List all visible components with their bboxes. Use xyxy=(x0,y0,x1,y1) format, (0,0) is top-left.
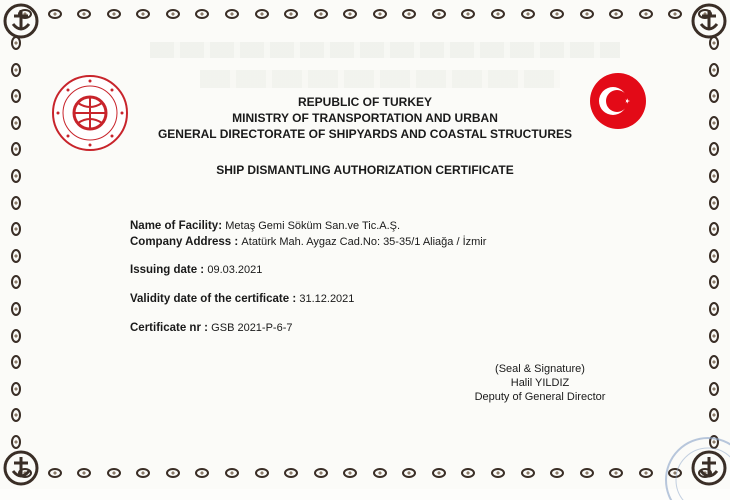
field-label: Name of Facility: xyxy=(130,220,223,232)
chain-link xyxy=(166,9,180,19)
chain-link xyxy=(11,382,21,396)
chain-link xyxy=(709,329,719,343)
signatory-name: Halil YILDIZ xyxy=(510,377,570,389)
field-label: Company Address : xyxy=(130,236,239,248)
chain-border-left xyxy=(6,36,26,449)
chain-link xyxy=(11,355,21,369)
chain-link xyxy=(709,142,719,156)
chain-link xyxy=(609,468,623,478)
chain-link xyxy=(314,468,328,478)
issuer-header xyxy=(150,94,580,142)
chain-link xyxy=(255,9,269,19)
chain-link xyxy=(225,9,239,19)
anchor-icon xyxy=(2,2,40,40)
field-label: Validity date of the certificate : xyxy=(130,293,297,305)
chain-link xyxy=(225,468,239,478)
signatory-role: Deputy of General Director xyxy=(474,391,606,403)
chain-link xyxy=(373,9,387,19)
chain-link xyxy=(491,9,505,19)
field-value: GSB 2021-P-6-7 xyxy=(211,322,293,334)
chain-link xyxy=(77,468,91,478)
field-label: Issuing date : xyxy=(130,264,205,276)
chain-link xyxy=(709,275,719,289)
chain-link xyxy=(402,9,416,19)
chain-link xyxy=(11,302,21,316)
chain-link xyxy=(11,142,21,156)
chain-link xyxy=(550,468,564,478)
stamp-icon xyxy=(648,430,730,500)
field-label: Certificate nr : xyxy=(130,322,208,334)
chain-link xyxy=(609,9,623,19)
header-line: MINISTRY OF TRANSPORTATION AND URBAN xyxy=(232,111,498,125)
chain-link xyxy=(343,468,357,478)
certificate-title: SHIP DISMANTLING AUTHORIZATION CERTIFICATE xyxy=(216,163,514,177)
chain-link xyxy=(639,9,653,19)
chain-link xyxy=(48,9,62,19)
chain-link xyxy=(432,9,446,19)
chain-link xyxy=(709,249,719,263)
chain-link xyxy=(11,408,21,422)
chain-link xyxy=(373,468,387,478)
chain-link xyxy=(580,468,594,478)
chain-link xyxy=(709,302,719,316)
anchor-icon xyxy=(690,2,728,40)
validity-date-field xyxy=(130,293,354,305)
chain-link xyxy=(461,468,475,478)
issuing-date-field xyxy=(130,264,262,276)
ministry-seal-icon xyxy=(50,73,130,153)
header-line: GENERAL DIRECTORATE OF SHIPYARDS AND COASTAL STRUCTURES xyxy=(157,127,573,141)
chain-link xyxy=(77,9,91,19)
field-value: 31.12.2021 xyxy=(299,293,355,305)
seal-note: (Seal & Signature) xyxy=(495,363,585,375)
chain-link xyxy=(314,9,328,19)
chain-border-bottom xyxy=(18,463,712,483)
field-value: 09.03.2021 xyxy=(207,264,263,276)
chain-link xyxy=(461,9,475,19)
chain-link xyxy=(11,89,21,103)
anchor-icon xyxy=(2,449,40,487)
chain-link xyxy=(11,63,21,77)
chain-link xyxy=(709,382,719,396)
watermark-band xyxy=(200,70,560,88)
chain-link xyxy=(11,275,21,289)
chain-link xyxy=(432,468,446,478)
certificate-number-field xyxy=(130,322,293,334)
chain-link xyxy=(11,222,21,236)
chain-border-right xyxy=(704,36,724,449)
field-value: Metaş Gemi Söküm San.ve Tic.A.Ş. xyxy=(225,220,401,232)
chain-link xyxy=(11,329,21,343)
chain-link xyxy=(136,9,150,19)
chain-link xyxy=(255,468,269,478)
chain-border-top xyxy=(18,4,712,24)
chain-link xyxy=(11,116,21,130)
field-value: Atatürk Mah. Aygaz Cad.No: 35-35/1 Aliağa / İzmir xyxy=(241,236,487,248)
chain-link xyxy=(11,169,21,183)
chain-link xyxy=(343,9,357,19)
chain-link xyxy=(284,468,298,478)
chain-link xyxy=(709,89,719,103)
chain-link xyxy=(11,435,21,449)
chain-link xyxy=(709,196,719,210)
turkey-flag-icon xyxy=(589,72,647,130)
chain-link xyxy=(521,468,535,478)
chain-link xyxy=(491,468,505,478)
address-field xyxy=(130,236,486,248)
chain-link xyxy=(709,355,719,369)
signature-block xyxy=(440,362,640,404)
watermark-band xyxy=(150,42,620,58)
chain-link xyxy=(195,468,209,478)
chain-link xyxy=(709,63,719,77)
chain-link xyxy=(709,116,719,130)
header-line: REPUBLIC OF TURKEY xyxy=(297,95,432,109)
facility-field xyxy=(130,220,400,232)
chain-link xyxy=(402,468,416,478)
chain-link xyxy=(107,9,121,19)
chain-link xyxy=(48,468,62,478)
chain-link xyxy=(136,468,150,478)
chain-link xyxy=(11,196,21,210)
chain-link xyxy=(107,468,121,478)
chain-link xyxy=(284,9,298,19)
chain-link xyxy=(580,9,594,19)
chain-link xyxy=(11,249,21,263)
chain-link xyxy=(709,169,719,183)
chain-link xyxy=(521,9,535,19)
chain-link xyxy=(709,408,719,422)
chain-link xyxy=(550,9,564,19)
chain-link xyxy=(668,9,682,19)
chain-link xyxy=(166,468,180,478)
chain-link xyxy=(195,9,209,19)
chain-link xyxy=(709,222,719,236)
